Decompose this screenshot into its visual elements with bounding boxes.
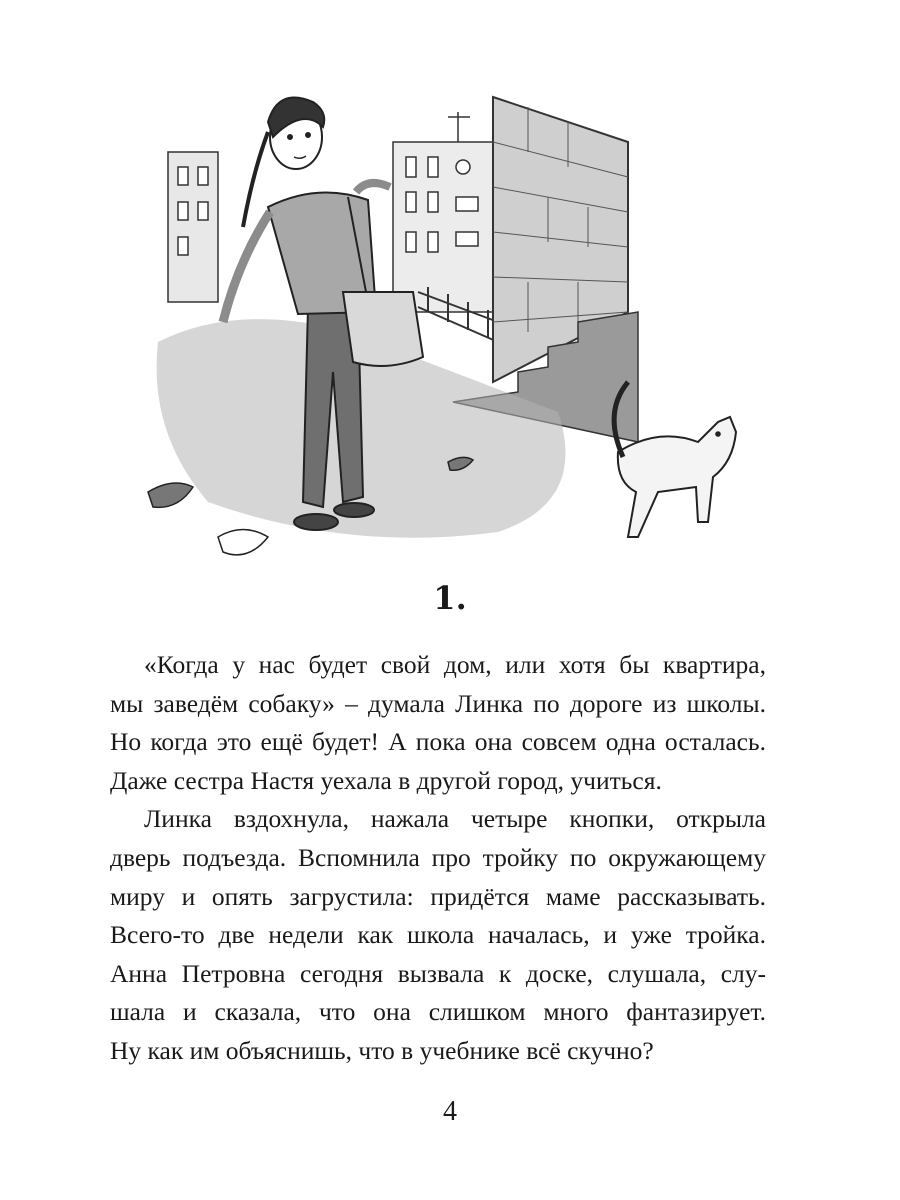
chapter-number: 1. xyxy=(433,579,467,617)
text-line: миру и опять загрустила: придётся маме рассказывать. xyxy=(110,881,766,911)
paragraph-2 xyxy=(110,800,766,1070)
right-building xyxy=(393,112,498,312)
text-line: Линка вздохнула, нажала четыре кнопки, открыла xyxy=(144,804,766,834)
text-line: шала и сказала, что она слишком много фантазирует. xyxy=(110,997,766,1027)
page-number: 4 xyxy=(443,1096,457,1127)
text-line: Даже сестра Настя уехала в другой город, учиться. xyxy=(110,765,662,795)
text-line: Ну как им объяснишь, что в учебнике всё скучно? xyxy=(110,1035,654,1065)
left-building xyxy=(168,152,218,302)
text-line: «Когда у нас будет свой дом, или хотя бы квартира, xyxy=(144,650,766,679)
paragraph-1 xyxy=(110,646,766,800)
chapter-illustration xyxy=(118,82,758,582)
body-text xyxy=(110,646,766,1071)
text-line: Всего-то две недели как школа началась, и уже тройка. xyxy=(110,920,766,950)
text-line: Анна Петровна сегодня вызвала к доске, слушала, слу- xyxy=(110,958,766,988)
text-line: Но когда это ещё будет! А пока она совсем одна осталась. xyxy=(110,727,766,757)
text-line: дверь подъезда. Вспомнила про тройку по окружающему xyxy=(110,842,766,872)
text-line: мы заведём собаку» – думала Линка по дороге из школы. xyxy=(110,688,766,718)
